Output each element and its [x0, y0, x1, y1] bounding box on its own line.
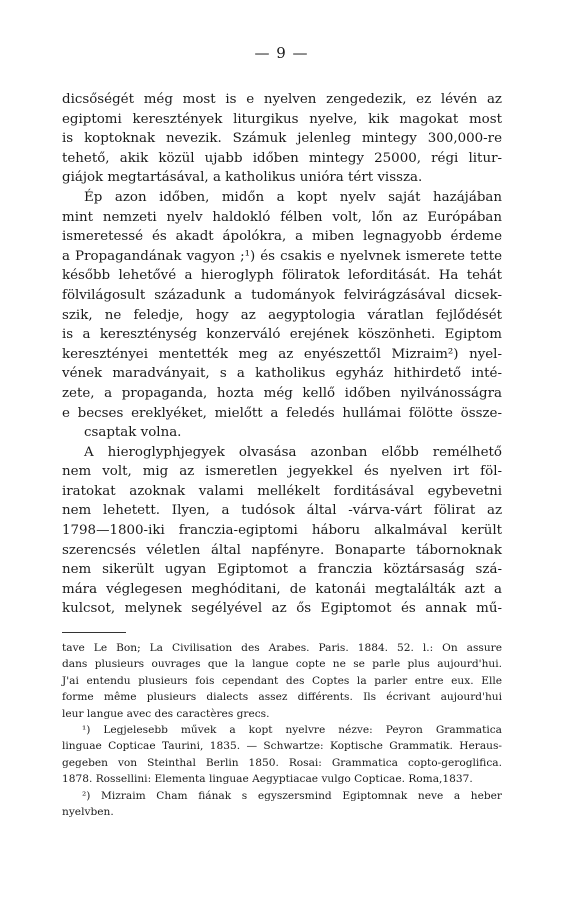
- footnote-divider: [62, 632, 126, 633]
- footnote-line: tave Le Bon; La Civilisation des Arabes. Paris. 1884. 52. l.: On assure: [62, 642, 502, 654]
- body-line: szerencsés véletlen által napfényre. Bonaparte tábornoknak: [62, 542, 502, 558]
- footnotes: [62, 640, 502, 820]
- body-line: vének maradványait, s a katholikus egyház hithirdető inté-: [62, 366, 502, 382]
- body-line: iratokat azoknak valami mellékelt forditásával egybevetni: [62, 483, 502, 499]
- body-line: kulcsot, melynek segélyével az ős Egiptomot és annak mű-: [62, 601, 502, 617]
- footnote-line: linguae Copticae Taurini, 1835. — Schwartze: Koptische Grammatik. Heraus-: [62, 740, 502, 753]
- body-line: később lehetővé a hieroglyph föliratok leforditását. Ha tehát: [62, 268, 502, 284]
- body-line: A hieroglyphjegyek olvasása azonban előbb remélhető: [84, 444, 502, 460]
- body-line: dicsőségét még most is e nyelven zengedezik, ez lévén az: [62, 92, 502, 107]
- body-line: nem sikerült ugyan Egiptomot a franczia köztársaság szá-: [62, 562, 502, 578]
- footnote-line: J'ai entendu plusieurs fois cependant des Coptes la parler entre eux. Elle: [62, 674, 502, 687]
- footnote-line: leur langue avec des caractères grecs.: [62, 707, 270, 720]
- body-line: tehető, akik közül ujabb időben mintegy 25000, régi litur-: [62, 150, 502, 166]
- footnote-line: 1878. Rossellini: Elementa linguae Aegyptiacae vulgo Copticae. Roma,1837.: [62, 773, 473, 786]
- body-line: mára véglegesen meghóditani, de katonái megtalálták azt a: [62, 581, 502, 597]
- footnote-line: dans plusieurs ouvrages que la langue copte ne se parle plus aujourd'hui.: [62, 658, 502, 671]
- footnote-line: ¹) Legjelesebb művek a kopt nyelvre nézve: Peyron Grammatica: [82, 724, 502, 737]
- body-line: nem volt, mig az ismeretlen jegyekkel és nyelven irt föl-: [62, 464, 502, 480]
- body-line: is koptoknak nevezik. Számuk jelenleg mintegy 300,000-re: [62, 131, 502, 147]
- body-line: nem lehetett. Ilyen, a tudósok által -várva-várt fölirat az: [62, 503, 502, 519]
- body-line: is a kereszténység konzerváló erejének köszönheti. Egiptom: [62, 327, 502, 343]
- body-line: 1798—1800-iki franczia-egiptomi háboru alkalmával került: [62, 523, 502, 539]
- footnote-line: nyelvben.: [62, 806, 114, 819]
- body-line: e becses ereklyéket, mielőtt a feledés hullámai fölötte össze-: [62, 405, 502, 421]
- body-line: Ép azon időben, midőn a kopt nyelv saját hazájában: [84, 189, 502, 205]
- body-line: csaptak volna.: [84, 425, 182, 441]
- body-text: [62, 90, 502, 619]
- body-line: keresztényei mentették meg az enyészettől Mizraim²) nyel-: [62, 346, 502, 362]
- page-number: — 9 —: [254, 44, 309, 62]
- body-line: egiptomi keresztények liturgikus nyelve, kik magokat most: [62, 111, 502, 127]
- body-line: giájok megtartásával, a katholikus unióra tért vissza.: [62, 170, 423, 186]
- footnote-line: ²) Mizraim Cham fiának s egyszersmind Egiptomnak neve a heber: [82, 789, 502, 802]
- footnote-line: forme même plusieurs dialects assez différents. Ils écrivant aujourd'hui: [62, 691, 502, 704]
- body-line: fölvilágosult századunk a tudományok felvirágzásával dicsek-: [62, 287, 502, 303]
- body-line: mint nemzeti nyelv haldokló félben volt, lőn az Európában: [62, 209, 502, 225]
- body-line: szik, ne feledje, hogy az aegyptologia váratlan fejlődését: [62, 307, 502, 323]
- body-line: ismeretessé és akadt ápolókra, a miben legnagyobb érdeme: [62, 229, 502, 245]
- body-line: a Propagandának vagyon ;¹) és csakis e nyelvnek ismerete tette: [62, 248, 502, 264]
- footnote-line: gegeben von Steinthal Berlin 1850. Rosai: Grammatica copto-geroglifica.: [62, 756, 502, 769]
- body-line: zete, a propaganda, hozta még kellő időben nyilvánosságra: [62, 385, 502, 401]
